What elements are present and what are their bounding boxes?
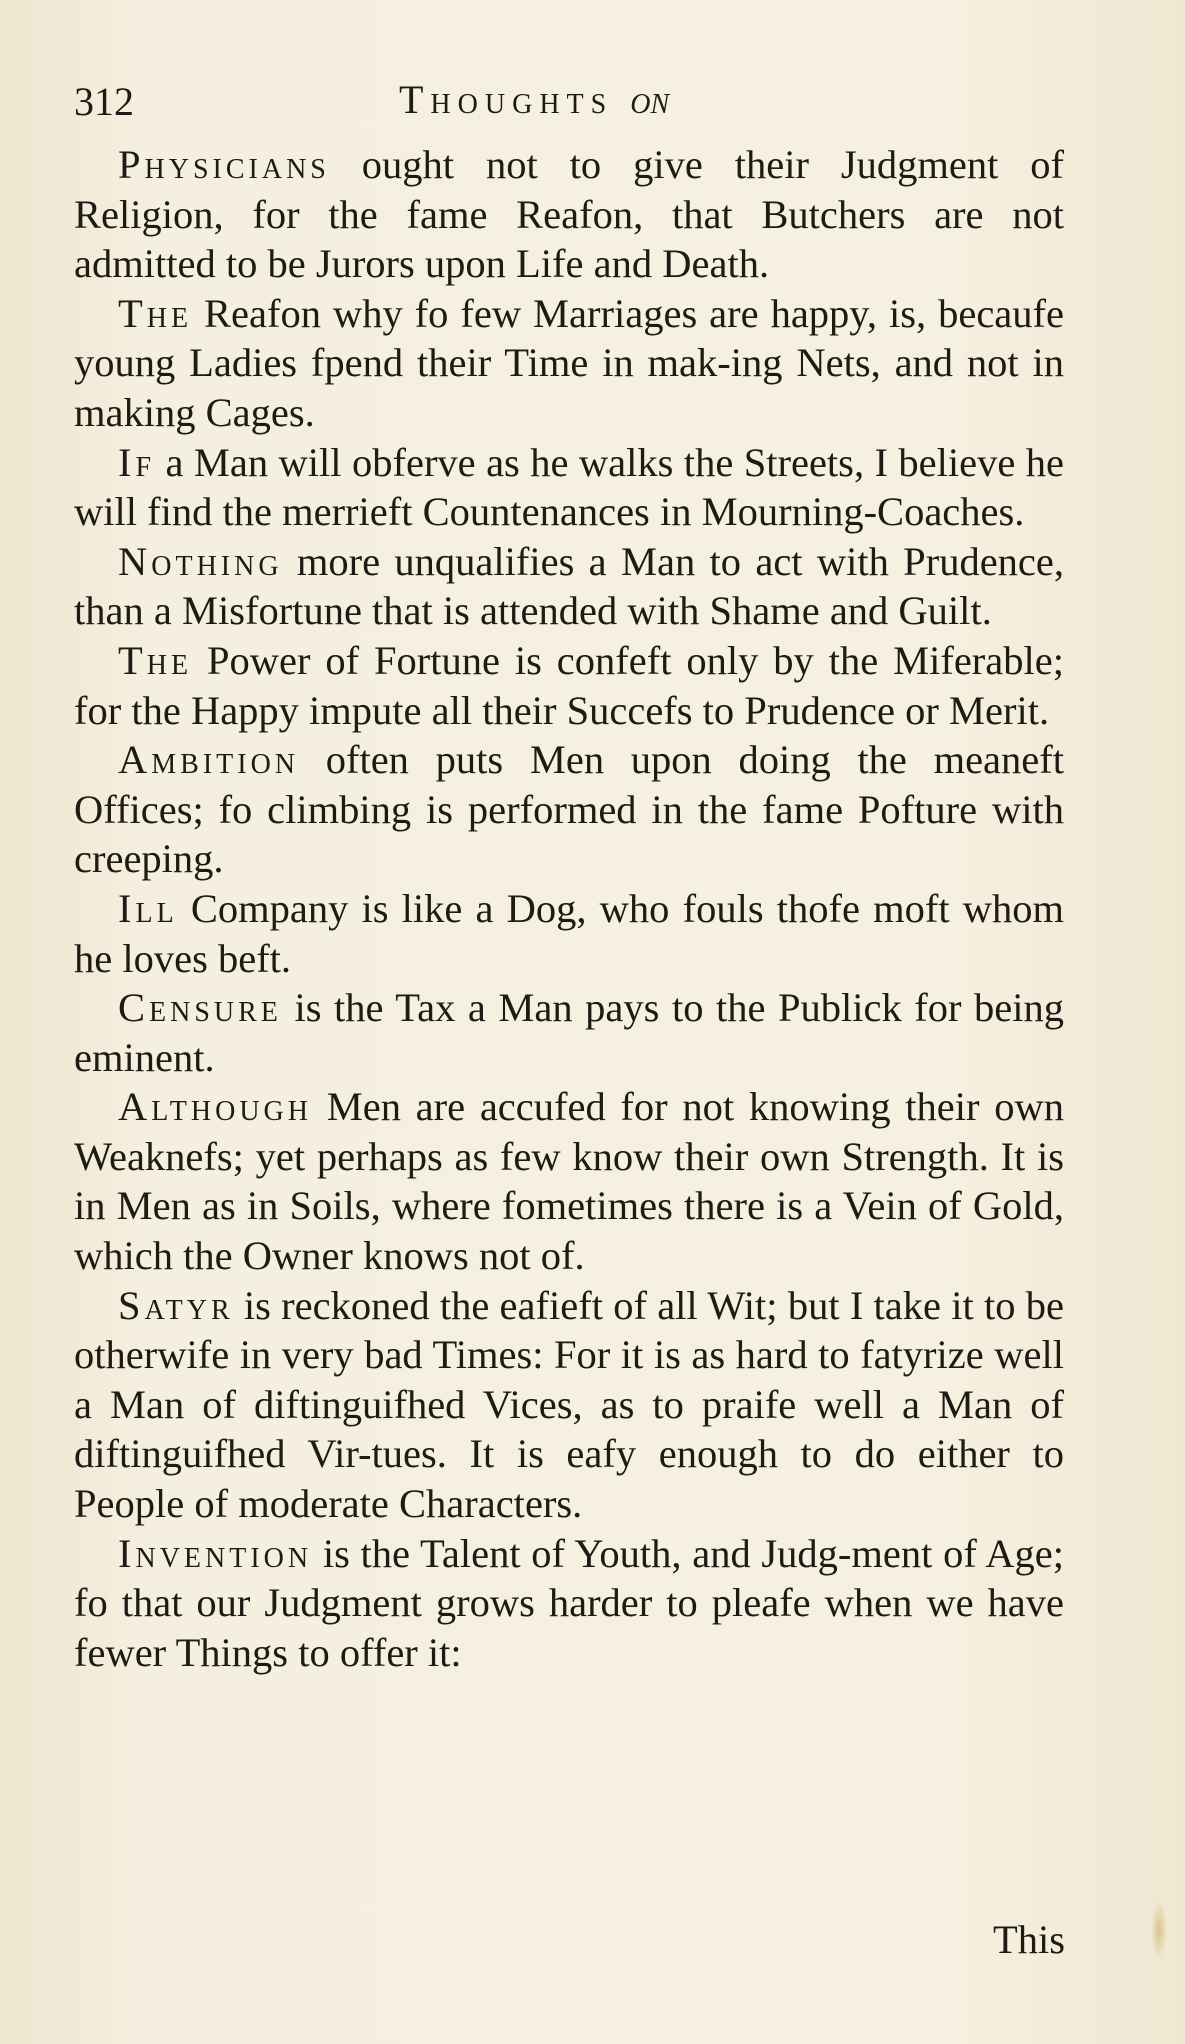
paragraph-text: more unqualifies a Man to act with Prudence, than a Misfortune that is attended with Shame and Guilt. <box>74 538 1064 634</box>
paragraph-lead-word: Invention <box>118 1530 313 1576</box>
paragraph-text: Men are accufed for not knowing their own Weaknefs; yet perhaps as few know their own Strength. It is in Men as in Soils, where fometimes there is a Vein of Gold, which the Owner knows not of. <box>74 1084 1064 1279</box>
paragraph-lead-word: Ill <box>118 885 178 931</box>
running-title-suffix: on <box>630 77 670 122</box>
paragraph <box>74 140 1064 289</box>
paragraph-lead-word: Censure <box>118 985 282 1031</box>
paragraph <box>74 884 1064 983</box>
paragraph-text: Company is like a Dog, who fouls thofe moft whom he loves beft. <box>74 885 1064 981</box>
paragraph-text: Power of Fortune is confeft only by the Miferable; for the Happy impute all their Succefs to Prudence or Merit. <box>74 637 1064 733</box>
paragraph-text: Reafon why fo few Marriages are happy, is, becaufe young Ladies fpend their Time in mak-ing Nets, and not in making Cages. <box>74 290 1064 435</box>
paragraph <box>74 636 1064 735</box>
paragraph-lead-word: Nothing <box>118 538 283 584</box>
body-text <box>74 140 1064 1677</box>
paragraph <box>74 1082 1064 1280</box>
paragraph-lead-word: Satyr <box>118 1282 234 1328</box>
paragraph <box>74 289 1064 438</box>
paragraph <box>74 537 1064 636</box>
page-number: 312 <box>74 79 134 124</box>
running-title-main: Thoughts <box>399 77 614 122</box>
running-title <box>399 76 669 123</box>
paragraph-lead-word: The <box>118 637 193 683</box>
paragraph-lead-word: Physicians <box>118 142 330 187</box>
paragraph-text: is reckoned the eafieft of all Wit; but I take it to be otherwife in very bad Times: For it is as hard to fatyrize well a Man of diftinguifhed Vices, as to praife well a Man of diftinguifhed Vir-tues. It is eafy enough to do either to People of moderate Characters. <box>74 1282 1064 1527</box>
paragraph-text: often puts Men upon doing the meaneft Offices; fo climbing is performed in the fame Pofture with creeping. <box>74 737 1064 882</box>
paper-stain <box>1151 1900 1167 1960</box>
paragraph-lead-word: Ambition <box>118 737 300 783</box>
paragraph-text: a Man will obferve as he walks the Streets, I believe he will find the merrieft Countenances in Mourning-Coaches. <box>74 439 1064 535</box>
paragraph-text: is the Tax a Man pays to the Publick for being eminent. <box>74 985 1064 1080</box>
catchword: This <box>992 1917 1065 1962</box>
paragraph <box>74 1281 1064 1529</box>
page-header <box>74 70 1065 130</box>
paragraph <box>74 1529 1064 1678</box>
paragraph-lead-word: The <box>118 290 193 336</box>
paragraph-text: ought not to give their Judgment of Religion, for the fame Reafon, that Butchers are not admitted to be Jurors upon Life and Death. <box>74 142 1064 287</box>
paragraph <box>74 438 1064 537</box>
paragraph-lead-word: Although <box>118 1084 312 1130</box>
paragraph <box>74 735 1064 884</box>
paragraph <box>74 983 1064 1082</box>
paragraph-lead-word: If <box>118 439 156 485</box>
paragraph-text: is the Talent of Youth, and Judg-ment of Age; fo that our Judgment grows harder to pleafe when we have fewer Things to offer it: <box>74 1530 1064 1675</box>
